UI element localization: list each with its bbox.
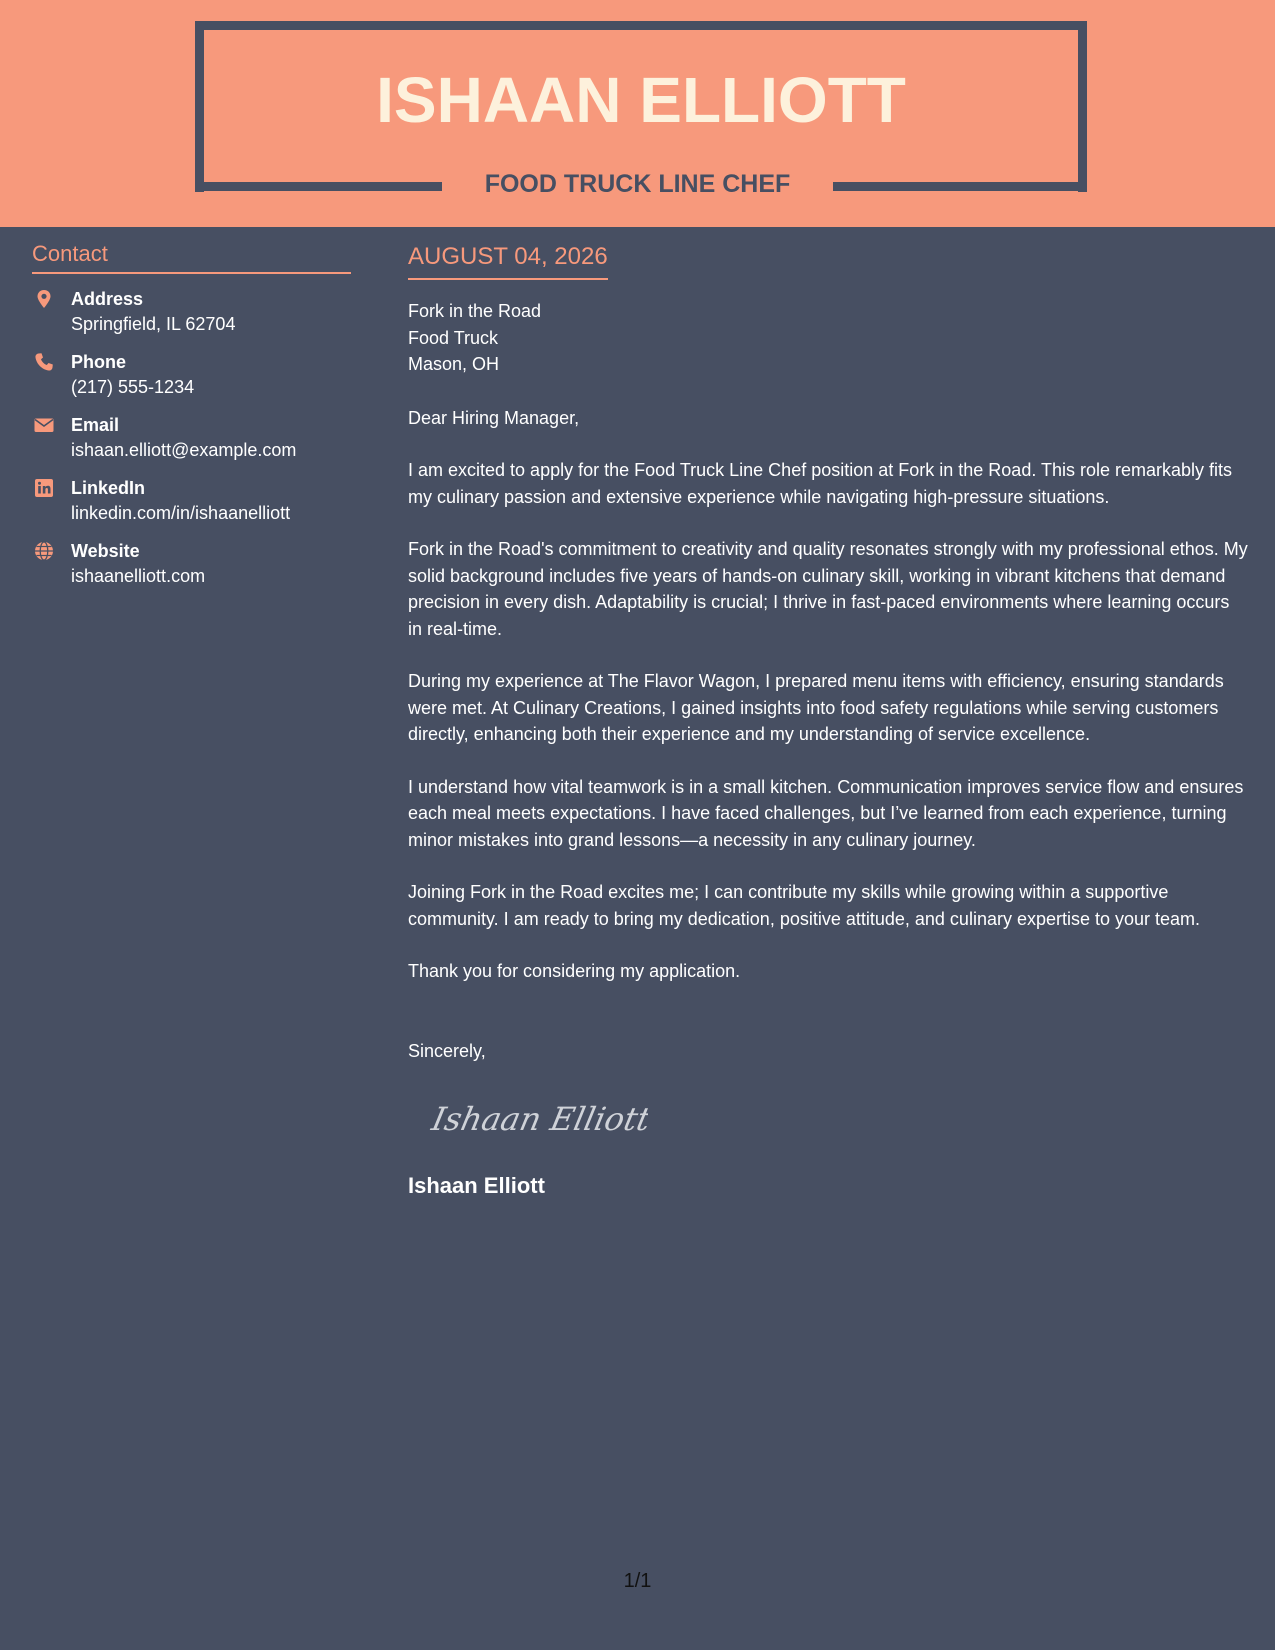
map-pin-icon [34,289,54,309]
phone-value: (217) 555-1234 [71,377,195,397]
body-paragraph: Fork in the Road's commitment to creativity and quality resonates strongly with my professional ethos. My solid background includes five years of hands-on culinary skill, working in vibrant kitchens that demand precision in every dish. Adaptability is crucial; I thrive in fast-paced environments where learning occurs in real-time. [408,539,1248,639]
signature-image [408,1084,1248,1148]
linkedin-icon [34,478,54,498]
page-number: 1/1 [623,1570,652,1592]
address-label: Address [71,289,144,309]
globe-icon [34,541,54,561]
header-frame-bottom-right [833,182,1081,191]
envelope-icon [34,415,54,435]
linkedin-label: LinkedIn [71,478,146,498]
address-value: Springfield, IL 62704 [71,314,236,334]
letter-date: AUGUST 04, 2026 [408,242,608,280]
contact-website [32,539,351,589]
recipient-line: Mason, OH [408,354,500,374]
letter-body [408,242,1248,1200]
thanks-line: Thank you for considering my application. [408,961,741,981]
recipient-line: Fork in the Road [408,301,542,321]
website-label: Website [71,541,140,561]
website-value[interactable]: ishaanelliott.com [71,566,206,586]
closing-line: Sincerely, [408,1040,486,1061]
body-paragraph: I am excited to apply for the Food Truck Line Chef position at Fork in the Road. This role remarkably fits my culinary passion and extensive experience while navigating high-pressure situations. [408,460,1233,507]
recipient-block [408,298,1248,378]
email-value: ishaan.elliott@example.com [71,440,297,460]
recipient-line: Food Truck [408,327,499,348]
applicant-name: ISHAAN ELLIOTT [376,64,906,136]
phone-icon [34,352,54,372]
contact-sidebar [32,240,351,589]
svg-text:Ishaan Elliott: Ishaan Elliott [428,1100,648,1138]
contact-heading: Contact [32,240,351,274]
contact-email [32,413,351,463]
greeting: Dear Hiring Manager, [408,407,580,428]
body-paragraph: Joining Fork in the Road excites me; I can contribute my skills while growing within a supportive community. I am ready to bring my dedication, positive attitude, and culinary expertise to your team. [408,882,1201,929]
contact-phone [32,350,351,400]
job-title: FOOD TRUCK LINE CHEF [484,170,791,198]
email-label: Email [71,415,120,435]
header-banner [0,0,1275,227]
signature [408,1084,648,1148]
signer-name: Ishaan Elliott [408,1173,545,1198]
body-paragraph: During my experience at The Flavor Wagon, I prepared menu items with efficiency, ensuring standards were met. At Culinary Creations, I gained insights into food safety regulations while serving customers directly, enhancing both their experience and my understanding of service excellence. [408,671,1224,744]
contact-linkedin [32,476,351,526]
linkedin-value[interactable]: linkedin.com/in/ishaanelliott [71,503,291,523]
phone-label: Phone [71,352,127,372]
body-paragraph: I understand how vital teamwork is in a small kitchen. Communication improves service flow and ensures each meal meets expectations. I have faced challenges, but I’ve learned from each experience, turning minor mistakes into grand lessons—a necessity in any culinary journey. [408,776,1244,850]
contact-address [32,287,351,337]
header-frame-bottom-left [195,182,442,191]
